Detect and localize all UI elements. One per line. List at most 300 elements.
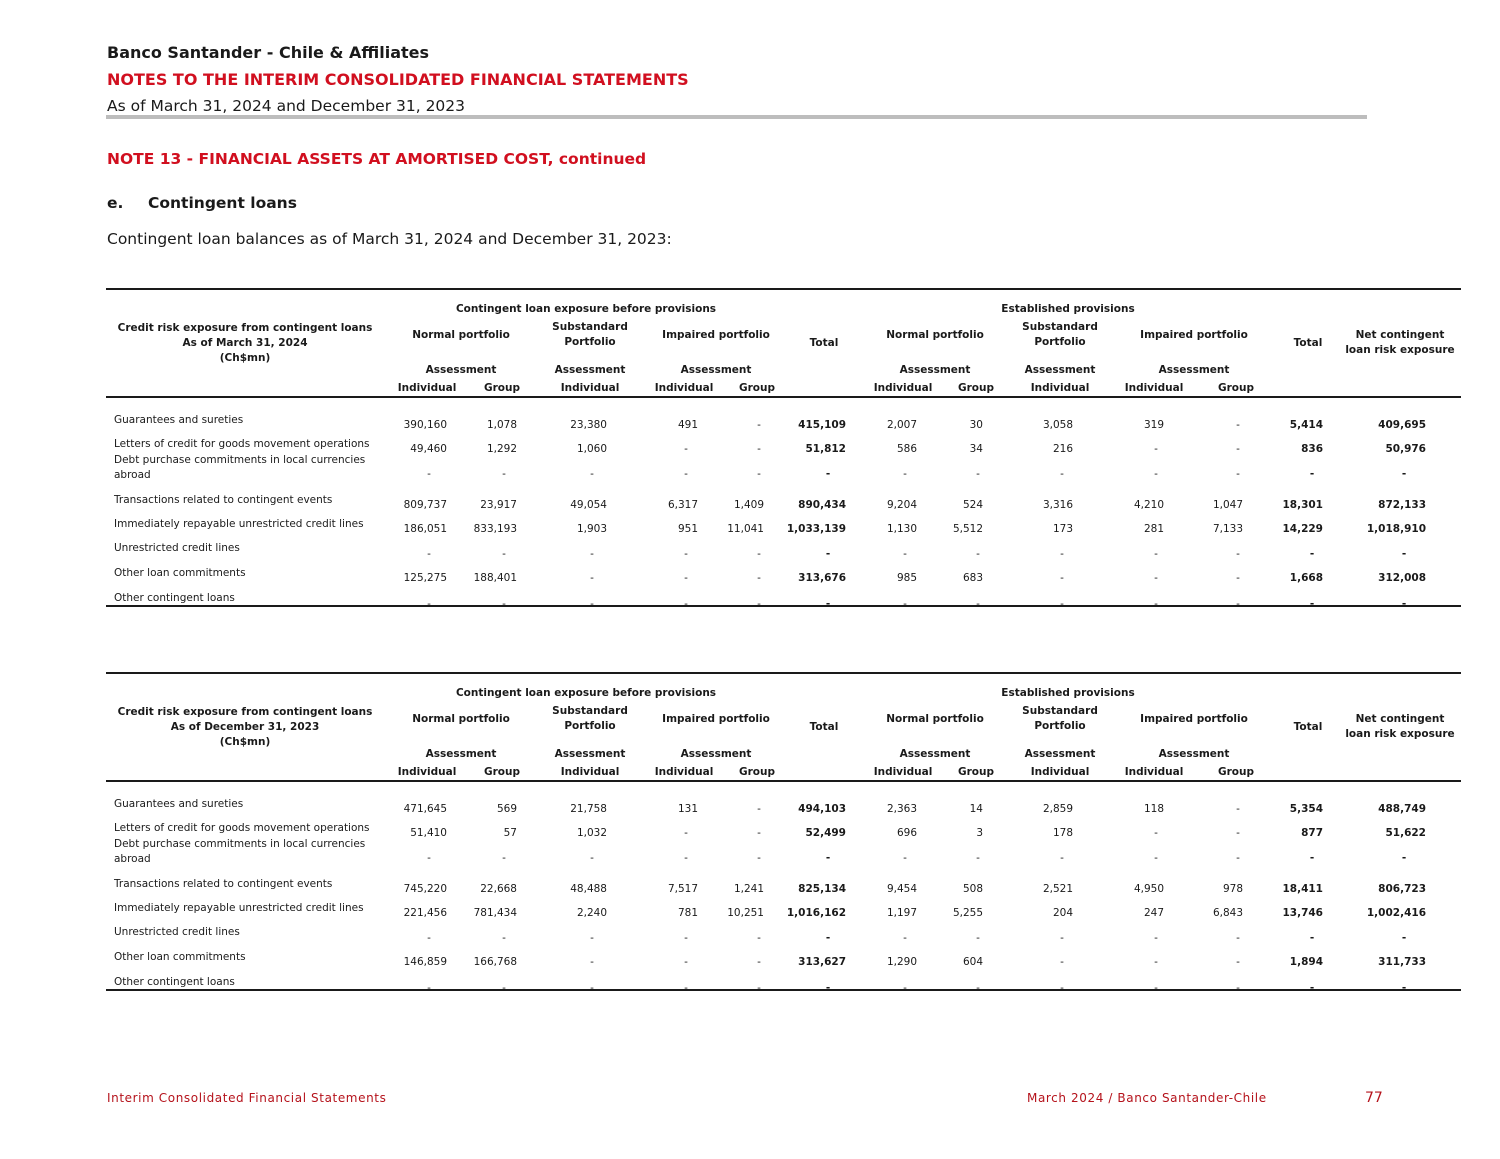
row-label: Guarantees and sureties bbox=[114, 798, 244, 810]
table-cell: 1,409 bbox=[733, 499, 764, 511]
header-assessment: Assessment bbox=[425, 364, 497, 376]
table-cell: 471,645 bbox=[403, 803, 447, 815]
table-cell: - bbox=[757, 443, 761, 455]
table-cell: - bbox=[684, 598, 688, 610]
table-cell: 833,193 bbox=[473, 523, 517, 535]
table-cell: - bbox=[1236, 852, 1240, 864]
table-cell: - bbox=[590, 598, 594, 610]
table-cell: - bbox=[684, 852, 688, 864]
header-prov-total: Total bbox=[1293, 337, 1323, 349]
footer-left: Interim Consolidated Financial Statements bbox=[107, 1091, 387, 1105]
header-net-l2: loan risk exposure bbox=[1345, 728, 1455, 740]
table-cell: 30 bbox=[969, 419, 983, 431]
table-cell: 49,460 bbox=[410, 443, 447, 455]
header-normal-portfolio: Normal portfolio bbox=[412, 713, 510, 725]
table-cell: - bbox=[684, 982, 688, 994]
table-cell: 809,737 bbox=[403, 499, 447, 511]
table-cell: 5,255 bbox=[952, 907, 983, 919]
table-cell: - bbox=[1154, 827, 1158, 839]
table-cell: 319 bbox=[1143, 419, 1164, 431]
table-cell: - bbox=[976, 932, 980, 944]
table-cell: 1,047 bbox=[1212, 499, 1243, 511]
table-cell: 508 bbox=[962, 883, 983, 895]
header-assessment: Assessment bbox=[1024, 748, 1096, 760]
header-assessment: Assessment bbox=[425, 748, 497, 760]
table-cell: 2,240 bbox=[576, 907, 607, 919]
table-cell: 877 bbox=[1301, 827, 1323, 839]
table-cell: - bbox=[757, 598, 761, 610]
table-cell: 5,354 bbox=[1289, 803, 1323, 815]
table-cell: - bbox=[976, 598, 980, 610]
header-substandard-l1: Substandard bbox=[552, 321, 628, 333]
row-label bbox=[114, 453, 365, 483]
header-prov-impaired-portfolio: Impaired portfolio bbox=[1140, 713, 1248, 725]
table-cell: 491 bbox=[677, 419, 698, 431]
table-cell: - bbox=[427, 598, 431, 610]
table-cell: 1,060 bbox=[576, 443, 607, 455]
table-cell: - bbox=[903, 982, 907, 994]
header-assessment: Assessment bbox=[1158, 748, 1230, 760]
header-group: Group bbox=[483, 766, 521, 778]
table-cell: 3 bbox=[976, 827, 983, 839]
header-prov-total: Total bbox=[1293, 721, 1323, 733]
table-cell: - bbox=[1309, 982, 1315, 994]
header-group: Group bbox=[957, 382, 995, 394]
table-cell: - bbox=[1060, 468, 1064, 480]
table-cell: 1,290 bbox=[886, 956, 917, 968]
table-cell: - bbox=[1060, 932, 1064, 944]
note-title: NOTE 13 - FINANCIAL ASSETS AT AMORTISED COST, continued bbox=[107, 150, 647, 168]
table-cell: - bbox=[590, 932, 594, 944]
footer-right: March 2024 / Banco Santander-Chile bbox=[1027, 1091, 1267, 1105]
header-substandard-l2: Portfolio bbox=[564, 720, 616, 732]
table-cell: 488,749 bbox=[1378, 803, 1426, 815]
table-cell: - bbox=[1060, 852, 1064, 864]
table-cell: 178 bbox=[1052, 827, 1073, 839]
table-cell: 57 bbox=[503, 827, 517, 839]
table-cell: - bbox=[427, 468, 431, 480]
table-top-rule bbox=[106, 672, 1461, 674]
table-cell: - bbox=[1309, 852, 1315, 864]
table-cell: 1,078 bbox=[486, 419, 517, 431]
table-cell: 5,512 bbox=[952, 523, 983, 535]
table-cell: 1,241 bbox=[733, 883, 764, 895]
table-cell: 10,251 bbox=[727, 907, 764, 919]
header-total: Total bbox=[809, 337, 839, 349]
table-cell: - bbox=[903, 548, 907, 560]
table-cell: - bbox=[903, 932, 907, 944]
table-cell: - bbox=[427, 852, 431, 864]
row-label: Letters of credit for goods movement operations bbox=[114, 822, 370, 834]
header-assessment: Assessment bbox=[899, 364, 971, 376]
header-divider bbox=[106, 115, 1367, 119]
table-cell: 18,301 bbox=[1282, 499, 1323, 511]
row-label: Guarantees and sureties bbox=[114, 414, 244, 426]
table-cell: 409,695 bbox=[1378, 419, 1426, 431]
table-cell: 781,434 bbox=[473, 907, 517, 919]
table-cell: 7,133 bbox=[1212, 523, 1243, 535]
table-cell: - bbox=[1309, 548, 1315, 560]
table-cell: - bbox=[590, 572, 594, 584]
row-label-line1: Debt purchase commitments in local currencies bbox=[114, 838, 366, 850]
table-cell: - bbox=[1060, 598, 1064, 610]
table-cell: - bbox=[903, 598, 907, 610]
row-label: Transactions related to contingent events bbox=[114, 878, 333, 890]
header-substandard-l2: Portfolio bbox=[564, 336, 616, 348]
table-cell: - bbox=[757, 468, 761, 480]
table-title-line3: (Ch$mn) bbox=[219, 352, 271, 364]
table-top-rule bbox=[106, 288, 1461, 290]
row-label-line2: abroad bbox=[114, 853, 151, 865]
table-cell: 21,758 bbox=[570, 803, 607, 815]
header-provisions-group: Established provisions bbox=[1001, 303, 1135, 315]
table-cell: 745,220 bbox=[403, 883, 447, 895]
table-cell: 216 bbox=[1052, 443, 1073, 455]
table-cell: 825,134 bbox=[798, 883, 846, 895]
row-label: Other contingent loans bbox=[114, 976, 235, 988]
row-label: Letters of credit for goods movement operations bbox=[114, 438, 370, 450]
table-cell: - bbox=[757, 827, 761, 839]
row-label-line1: Debt purchase commitments in local currencies bbox=[114, 454, 366, 466]
table-cell: 415,109 bbox=[798, 419, 846, 431]
table-cell: 978 bbox=[1222, 883, 1243, 895]
header-individual: Individual bbox=[397, 382, 457, 394]
table-cell: 188,401 bbox=[473, 572, 517, 584]
table-cell: - bbox=[757, 548, 761, 560]
table-cell: - bbox=[825, 468, 831, 480]
table-cell: 2,007 bbox=[886, 419, 917, 431]
table-cell: 23,917 bbox=[480, 499, 517, 511]
header-net-l1: Net contingent bbox=[1355, 329, 1445, 341]
table-cell: - bbox=[1236, 827, 1240, 839]
table-title-line1: Credit risk exposure from contingent loans bbox=[117, 706, 373, 718]
table-cell: - bbox=[502, 852, 506, 864]
row-label: Immediately repayable unrestricted credit lines bbox=[114, 902, 364, 914]
table-cell: - bbox=[1309, 932, 1315, 944]
table-cell: 281 bbox=[1143, 523, 1164, 535]
header-exposure-group: Contingent loan exposure before provisions bbox=[455, 687, 717, 699]
table-cell: - bbox=[427, 548, 431, 560]
table-cell: - bbox=[1060, 956, 1064, 968]
table-cell: - bbox=[1154, 443, 1158, 455]
table-cell: 313,676 bbox=[798, 572, 846, 584]
table-title-line1: Credit risk exposure from contingent loans bbox=[117, 322, 373, 334]
table-cell: - bbox=[757, 932, 761, 944]
table-cell: 2,363 bbox=[886, 803, 917, 815]
table-cell: - bbox=[684, 572, 688, 584]
header-prov-impaired-portfolio: Impaired portfolio bbox=[1140, 329, 1248, 341]
table-cell: - bbox=[684, 443, 688, 455]
header-individual: Individual bbox=[873, 382, 933, 394]
table-cell: - bbox=[1154, 572, 1158, 584]
table-cell: - bbox=[1154, 956, 1158, 968]
table-cell: 1,292 bbox=[486, 443, 517, 455]
header-individual: Individual bbox=[654, 766, 714, 778]
table-cell: 836 bbox=[1301, 443, 1323, 455]
table-cell: - bbox=[502, 598, 506, 610]
header-group: Group bbox=[957, 766, 995, 778]
table-cell: - bbox=[757, 419, 761, 431]
row-label: Unrestricted credit lines bbox=[114, 542, 240, 554]
table-bottom-rule bbox=[106, 989, 1461, 991]
table-cell: - bbox=[1401, 548, 1407, 560]
table-header-rule bbox=[106, 396, 1461, 398]
table-cell: 3,058 bbox=[1042, 419, 1073, 431]
row-label: Transactions related to contingent events bbox=[114, 494, 333, 506]
header-group: Group bbox=[738, 766, 776, 778]
table-bottom-rule bbox=[106, 605, 1461, 607]
table-cell: 312,008 bbox=[1378, 572, 1426, 584]
table-cell: - bbox=[1401, 932, 1407, 944]
row-label: Immediately repayable unrestricted credit lines bbox=[114, 518, 364, 530]
table-cell: 683 bbox=[962, 572, 983, 584]
header-prov-substandard-l2: Portfolio bbox=[1034, 720, 1086, 732]
table-cell: - bbox=[757, 572, 761, 584]
table-title-line2: As of March 31, 2024 bbox=[182, 337, 308, 349]
table-cell: - bbox=[1060, 572, 1064, 584]
table-cell: 1,903 bbox=[576, 523, 607, 535]
table-cell: 1,032 bbox=[576, 827, 607, 839]
table-cell: - bbox=[502, 932, 506, 944]
header-group: Group bbox=[483, 382, 521, 394]
table-cell: 1,016,162 bbox=[786, 907, 846, 919]
table-cell: - bbox=[427, 932, 431, 944]
table-cell: - bbox=[1236, 932, 1240, 944]
row-label: Unrestricted credit lines bbox=[114, 926, 240, 938]
header-assessment: Assessment bbox=[680, 748, 752, 760]
table-cell: - bbox=[1236, 982, 1240, 994]
table-cell: - bbox=[1060, 982, 1064, 994]
table-cell: - bbox=[1236, 419, 1240, 431]
header-assessment: Assessment bbox=[680, 364, 752, 376]
table-cell: 221,456 bbox=[403, 907, 447, 919]
table-cell: 131 bbox=[677, 803, 698, 815]
row-label: Other loan commitments bbox=[114, 951, 246, 963]
table-cell: 52,499 bbox=[805, 827, 846, 839]
table-cell: - bbox=[1154, 598, 1158, 610]
table-cell: - bbox=[1060, 548, 1064, 560]
table-cell: 173 bbox=[1052, 523, 1073, 535]
table-cell: 146,859 bbox=[403, 956, 447, 968]
table-cell: - bbox=[976, 548, 980, 560]
table-cell: 1,668 bbox=[1289, 572, 1323, 584]
table-cell: 781 bbox=[677, 907, 698, 919]
table-cell: 48,488 bbox=[570, 883, 607, 895]
section-letter: e. bbox=[107, 194, 124, 212]
header-assessment: Assessment bbox=[554, 748, 626, 760]
header-exposure-group: Contingent loan exposure before provisions bbox=[455, 303, 717, 315]
table-cell: - bbox=[825, 548, 831, 560]
table-cell: - bbox=[1236, 468, 1240, 480]
header-substandard-l1: Substandard bbox=[552, 705, 628, 717]
table-cell: - bbox=[976, 982, 980, 994]
table-cell: - bbox=[757, 982, 761, 994]
table-cell: 5,414 bbox=[1289, 419, 1323, 431]
table-cell: - bbox=[1309, 468, 1315, 480]
table-cell: - bbox=[825, 982, 831, 994]
company-name: Banco Santander - Chile & Affiliates bbox=[107, 43, 430, 62]
header-individual: Individual bbox=[1124, 766, 1184, 778]
table-cell: - bbox=[1154, 932, 1158, 944]
table-cell: 872,133 bbox=[1378, 499, 1426, 511]
header-group: Group bbox=[738, 382, 776, 394]
table-cell: 50,976 bbox=[1385, 443, 1426, 455]
table-cell: 7,517 bbox=[667, 883, 698, 895]
table-cell: - bbox=[590, 548, 594, 560]
header-prov-normal-portfolio: Normal portfolio bbox=[886, 329, 984, 341]
table-cell: 494,103 bbox=[798, 803, 846, 815]
header-prov-substandard-l1: Substandard bbox=[1022, 705, 1098, 717]
table-cell: 125,275 bbox=[403, 572, 447, 584]
table-cell: - bbox=[684, 548, 688, 560]
header-assessment: Assessment bbox=[1158, 364, 1230, 376]
section-title: Contingent loans bbox=[148, 194, 297, 212]
table-cell: 9,454 bbox=[886, 883, 917, 895]
header-net-l1: Net contingent bbox=[1355, 713, 1445, 725]
table-cell: - bbox=[1401, 852, 1407, 864]
page-number: 77 bbox=[1365, 1090, 1383, 1106]
table-cell: - bbox=[502, 468, 506, 480]
header-individual: Individual bbox=[873, 766, 933, 778]
table-cell: 1,130 bbox=[886, 523, 917, 535]
table-cell: 311,733 bbox=[1378, 956, 1426, 968]
header-net-l2: loan risk exposure bbox=[1345, 344, 1455, 356]
table-cell: 204 bbox=[1052, 907, 1073, 919]
table-cell: - bbox=[1236, 548, 1240, 560]
table-cell: 4,950 bbox=[1133, 883, 1164, 895]
contingent-loans-table-2024 bbox=[106, 288, 1461, 610]
table-cell: - bbox=[1236, 572, 1240, 584]
row-label bbox=[114, 837, 365, 867]
table-cell: 6,317 bbox=[667, 499, 698, 511]
table-cell: - bbox=[825, 852, 831, 864]
table-cell: 806,723 bbox=[1378, 883, 1426, 895]
row-label: Other loan commitments bbox=[114, 567, 246, 579]
table-cell: - bbox=[1154, 468, 1158, 480]
table-cell: - bbox=[590, 982, 594, 994]
table-cell: 696 bbox=[896, 827, 917, 839]
table-cell: - bbox=[1236, 803, 1240, 815]
header-individual: Individual bbox=[397, 766, 457, 778]
table-cell: - bbox=[590, 956, 594, 968]
table-cell: 51,812 bbox=[805, 443, 846, 455]
table-cell: - bbox=[825, 932, 831, 944]
table-cell: - bbox=[590, 852, 594, 864]
table-cell: 2,521 bbox=[1042, 883, 1073, 895]
table-cell: - bbox=[757, 956, 761, 968]
table-cell: 11,041 bbox=[727, 523, 764, 535]
table-cell: - bbox=[976, 852, 980, 864]
table-cell: 1,197 bbox=[886, 907, 917, 919]
table-cell: 14 bbox=[969, 803, 983, 815]
table-cell: 247 bbox=[1143, 907, 1164, 919]
header-impaired-portfolio: Impaired portfolio bbox=[662, 329, 770, 341]
header-individual: Individual bbox=[1124, 382, 1184, 394]
table-cell: 1,033,139 bbox=[786, 523, 846, 535]
table-cell: 51,410 bbox=[410, 827, 447, 839]
table-cell: 3,316 bbox=[1042, 499, 1073, 511]
table-cell: 51,622 bbox=[1385, 827, 1426, 839]
table-cell: - bbox=[684, 468, 688, 480]
header-group: Group bbox=[1217, 766, 1255, 778]
table-cell: 118 bbox=[1143, 803, 1164, 815]
table-cell: 186,051 bbox=[403, 523, 447, 535]
table-cell: 524 bbox=[962, 499, 983, 511]
table-cell: 1,018,910 bbox=[1366, 523, 1426, 535]
table-cell: 313,627 bbox=[798, 956, 846, 968]
header-normal-portfolio: Normal portfolio bbox=[412, 329, 510, 341]
table-cell: - bbox=[903, 852, 907, 864]
contingent-loans-table-2023 bbox=[106, 672, 1461, 994]
table-header-rule bbox=[106, 780, 1461, 782]
table-cell: 18,411 bbox=[1282, 883, 1323, 895]
table-cell: 390,160 bbox=[403, 419, 447, 431]
table-cell: - bbox=[427, 982, 431, 994]
table-cell: 23,380 bbox=[570, 419, 607, 431]
table-cell: - bbox=[757, 803, 761, 815]
table-cell: 49,054 bbox=[570, 499, 607, 511]
table-cell: - bbox=[1309, 598, 1315, 610]
header-individual: Individual bbox=[1030, 766, 1090, 778]
table-cell: 985 bbox=[896, 572, 917, 584]
table-cell: 9,204 bbox=[886, 499, 917, 511]
header-individual: Individual bbox=[560, 382, 620, 394]
header-prov-substandard-l2: Portfolio bbox=[1034, 336, 1086, 348]
header-assessment: Assessment bbox=[899, 748, 971, 760]
header-provisions-group: Established provisions bbox=[1001, 687, 1135, 699]
table-cell: - bbox=[1401, 468, 1407, 480]
section-intro: Contingent loan balances as of March 31, 2024 and December 31, 2023: bbox=[107, 230, 672, 248]
row-label-line2: abroad bbox=[114, 469, 151, 481]
table-cell: - bbox=[1154, 852, 1158, 864]
header-prov-normal-portfolio: Normal portfolio bbox=[886, 713, 984, 725]
table-cell: - bbox=[903, 468, 907, 480]
header-individual: Individual bbox=[1030, 382, 1090, 394]
table-cell: - bbox=[976, 468, 980, 480]
table-cell: - bbox=[1236, 956, 1240, 968]
notes-title: NOTES TO THE INTERIM CONSOLIDATED FINANCIAL STATEMENTS bbox=[107, 70, 689, 89]
table-cell: 1,894 bbox=[1289, 956, 1323, 968]
table-cell: - bbox=[1154, 982, 1158, 994]
as-of-date: As of March 31, 2024 and December 31, 2023 bbox=[107, 97, 466, 115]
header-prov-substandard-l1: Substandard bbox=[1022, 321, 1098, 333]
header-total: Total bbox=[809, 721, 839, 733]
row-label: Other contingent loans bbox=[114, 592, 235, 604]
table-title-line2: As of December 31, 2023 bbox=[170, 721, 320, 733]
table-cell: 569 bbox=[496, 803, 517, 815]
table-cell: - bbox=[1401, 598, 1407, 610]
header-individual: Individual bbox=[654, 382, 714, 394]
table-cell: 4,210 bbox=[1133, 499, 1164, 511]
table-cell: - bbox=[590, 468, 594, 480]
table-cell: 34 bbox=[969, 443, 983, 455]
header-individual: Individual bbox=[560, 766, 620, 778]
table-cell: 586 bbox=[896, 443, 917, 455]
table-cell: 14,229 bbox=[1282, 523, 1323, 535]
table-cell: 890,434 bbox=[798, 499, 846, 511]
table-cell: 1,002,416 bbox=[1366, 907, 1426, 919]
table-cell: - bbox=[502, 548, 506, 560]
table-cell: 2,859 bbox=[1042, 803, 1073, 815]
table-cell: - bbox=[684, 956, 688, 968]
table-cell: - bbox=[684, 932, 688, 944]
header-impaired-portfolio: Impaired portfolio bbox=[662, 713, 770, 725]
table-cell: 166,768 bbox=[473, 956, 517, 968]
table-cell: 951 bbox=[677, 523, 698, 535]
table-title-line3: (Ch$mn) bbox=[219, 736, 271, 748]
table-cell: - bbox=[1236, 443, 1240, 455]
table-cell: - bbox=[684, 827, 688, 839]
